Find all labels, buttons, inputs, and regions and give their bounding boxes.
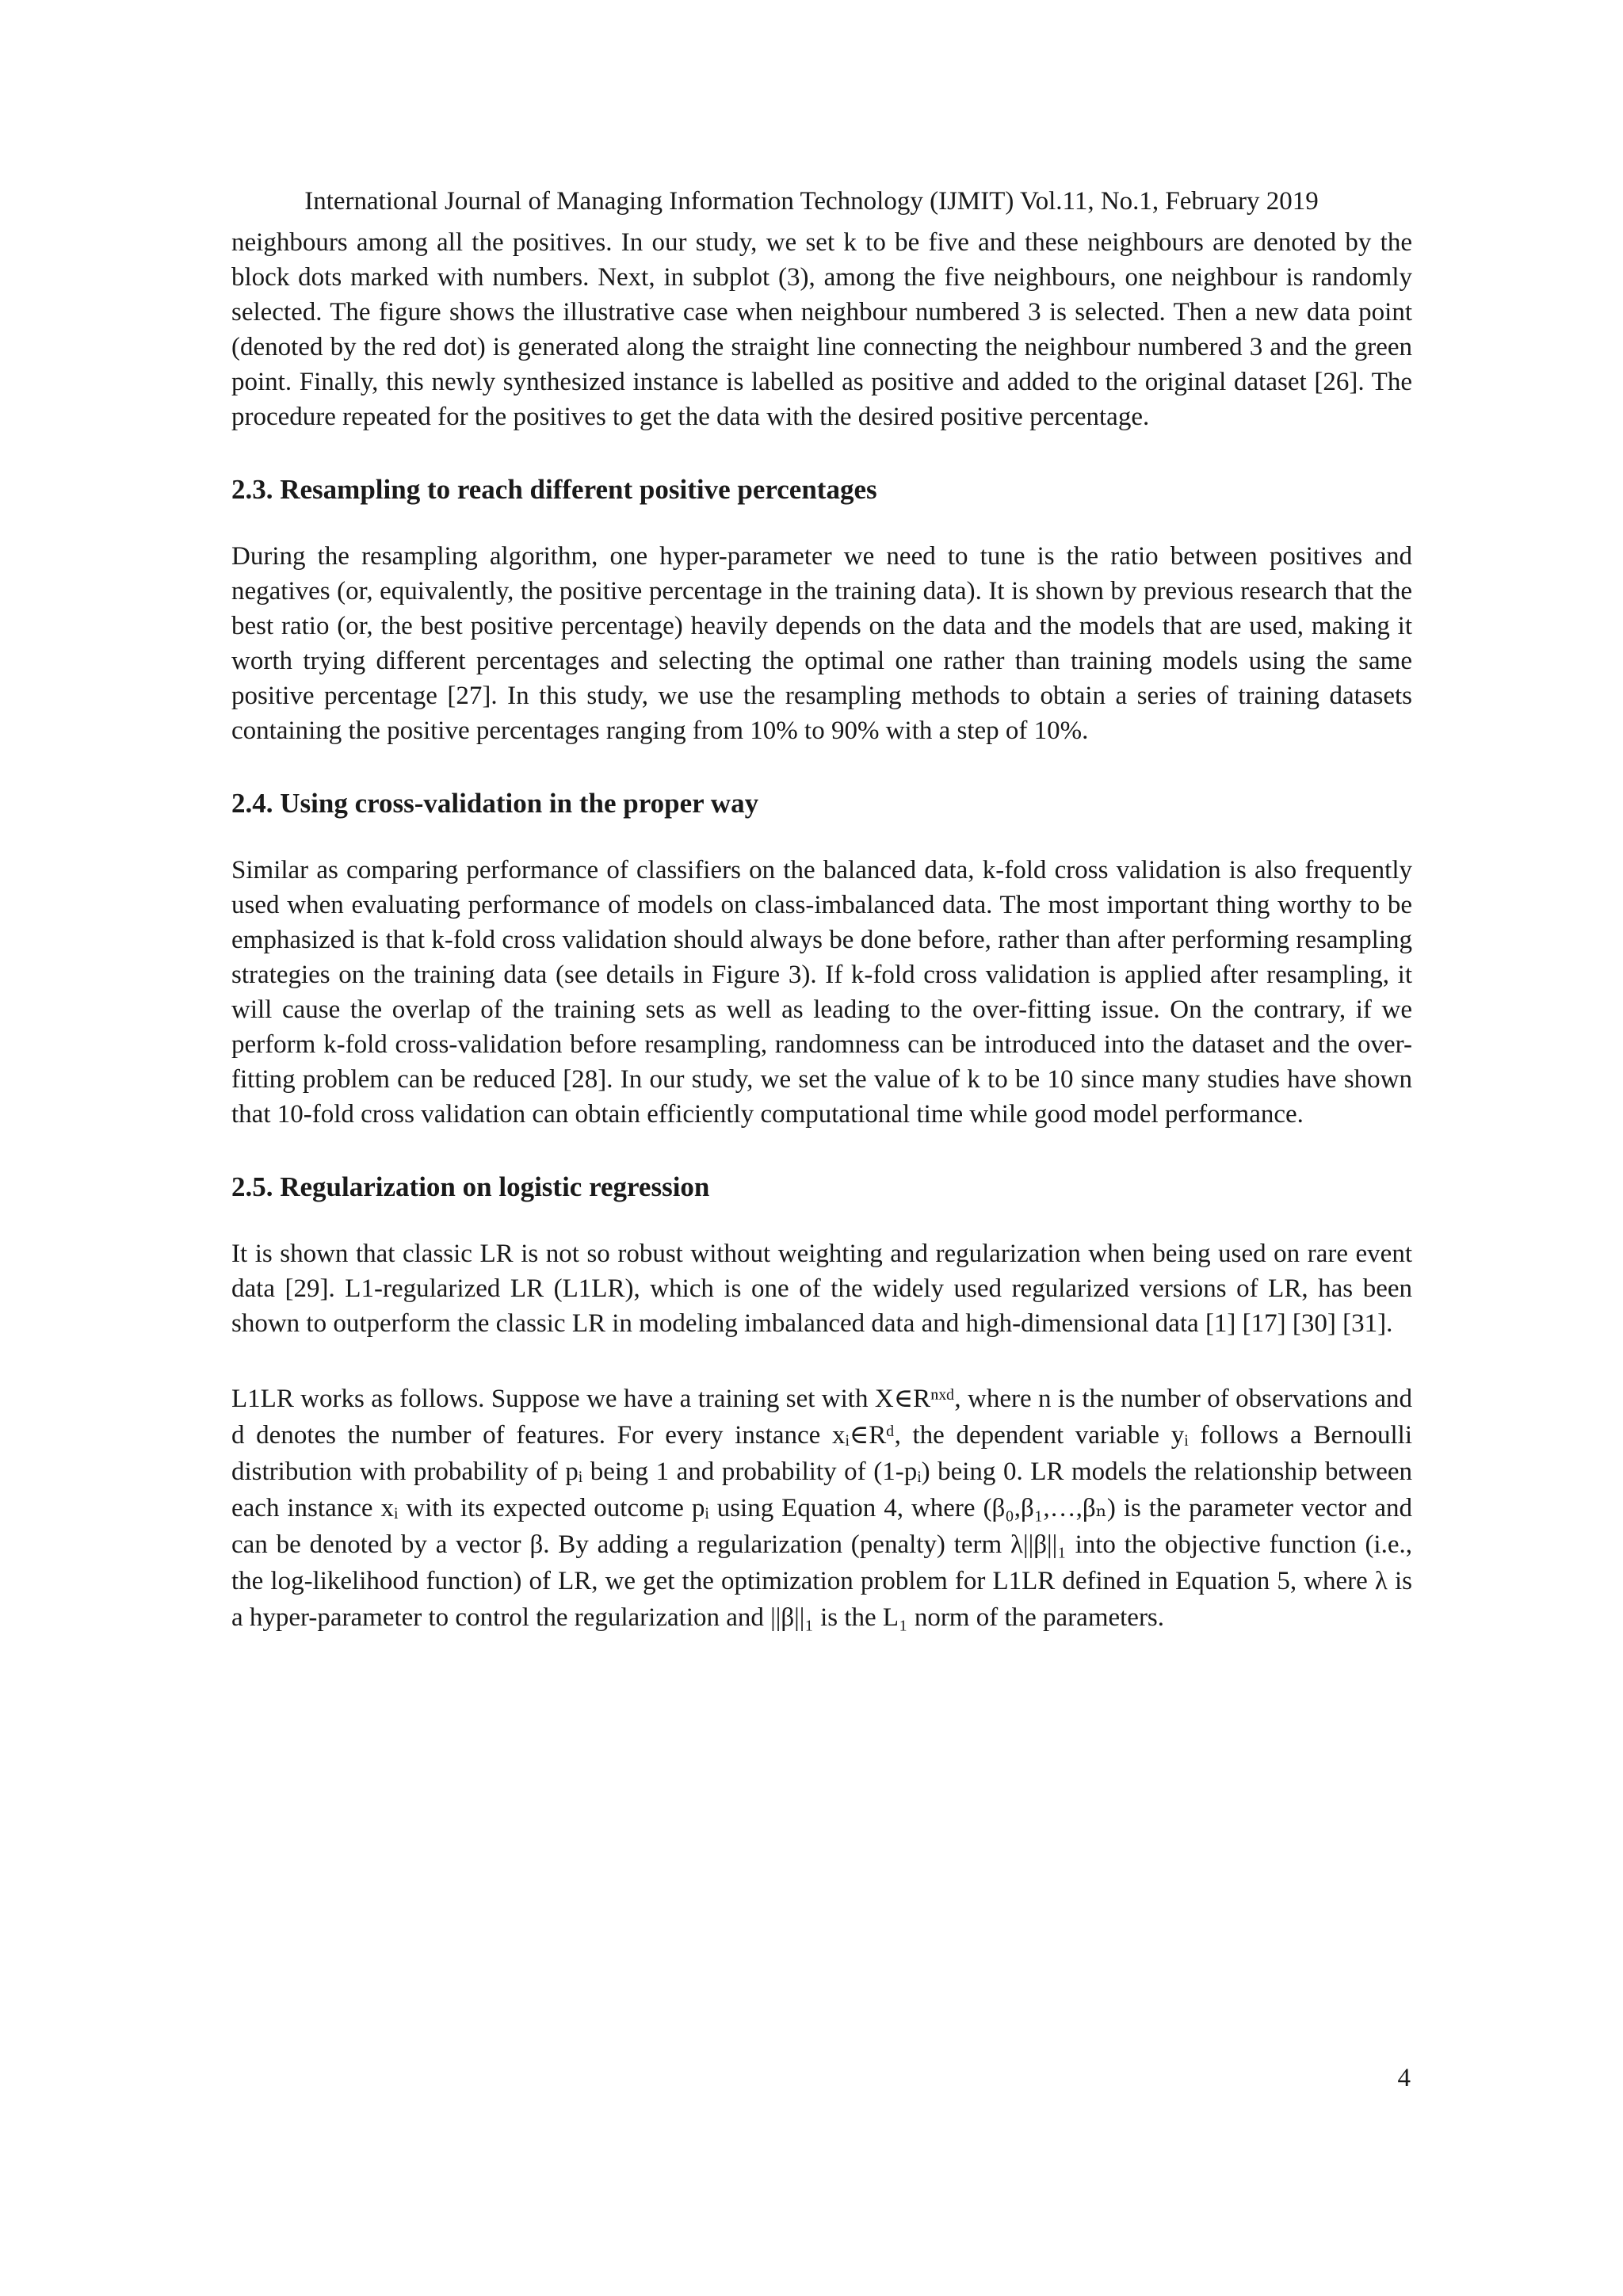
section-2-4-paragraph: Similar as comparing performance of classifiers on the balanced data, k-fold cross validation is also frequently used when evaluating performance of models on class-imbalanced data. The most important thing worthy to be emphasized is that k-fold cross validation should always be done before, rather than after performing resampling strategies on the training data (see details in Figure 3). If k-fold cross validation is applied after resampling, it will cause the overlap of the training sets as well as leading to the over-fitting issue. On the contrary, if we perform k-fold cross-validation before resampling, randomness can be introduced into the dataset and the over-fitting problem can be reduced [28]. In our study, we set the value of k to be 10 since many studies have shown that 10-fold cross validation can obtain efficiently computational time while good model performance.	[231, 856, 1412, 1129]
section-2-5-paragraph-2: L1LR works as follows. Suppose we have a training set with X∈Rⁿˣᵈ, where n is the number of observations and d denotes the number of features. For every instance xᵢ∈Rᵈ, the dependent variable yᵢ follows a Bernoulli distribution with probability of pᵢ being 1 and probability of (1-pᵢ) being 0. LR models the relationship between each instance xᵢ with its expected outcome pᵢ using Equation 4, where (β₀,β₁,…,βₙ) is the parameter vector and can be denoted by a vector β. By adding a regularization (penalty) term λ||β||₁ into the objective function (i.e., the log-likelihood function) of LR, we get the optimization problem for L1LR defined in Equation 5, where λ is a hyper-parameter to control the regularization and ||β||₁ is the L₁ norm of the parameters.	[231, 1385, 1412, 1632]
section-2-4-heading: 2.4. Using cross-validation in the proper way	[231, 788, 759, 819]
page-number: 4	[1397, 2064, 1411, 2092]
section-2-3-paragraph: During the resampling algorithm, one hyper-parameter we need to tune is the ratio between positives and negatives (or, equivalently, the positive percentage in the training data). It is shown by previous research that the best ratio (or, the best positive percentage) heavily depends on the data and the models that are used, making it worth trying different percentages and selecting the optimal one rather than training models using the same positive percentage [27]. In this study, we use the resampling methods to obtain a series of training datasets containing the positive percentages ranging from 10% to 90% with a step of 10%.	[231, 542, 1412, 745]
running-header: International Journal of Managing Information Technology (IJMIT) Vol.11, No.1, February 2019	[304, 187, 1319, 216]
section-2-3-heading: 2.3. Resampling to reach different positive percentages	[231, 474, 877, 505]
section-2-5-heading: 2.5. Regularization on logistic regression	[231, 1171, 710, 1202]
intro-paragraph: neighbours among all the positives. In our study, we set k to be five and these neighbours are denoted by the block dots marked with numbers. Next, in subplot (3), among the five neighbours, one neighbour is randomly selected. The figure shows the illustrative case when neighbour numbered 3 is selected. Then a new data point (denoted by the red dot) is generated along the straight line connecting the neighbour numbered 3 and the green point. Finally, this newly synthesized instance is labelled as positive and added to the original dataset [26]. The procedure repeated for the positives to get the data with the desired positive percentage.	[231, 228, 1412, 431]
section-2-5-paragraph-1: It is shown that classic LR is not so robust without weighting and regularization when being used on rare event data [29]. L1-regularized LR (L1LR), which is one of the widely used regularized versions of LR, has been shown to outperform the classic LR in modeling imbalanced data and high-dimensional data [1] [17] [30] [31].	[231, 1240, 1412, 1338]
page-body	[231, 225, 1412, 1636]
